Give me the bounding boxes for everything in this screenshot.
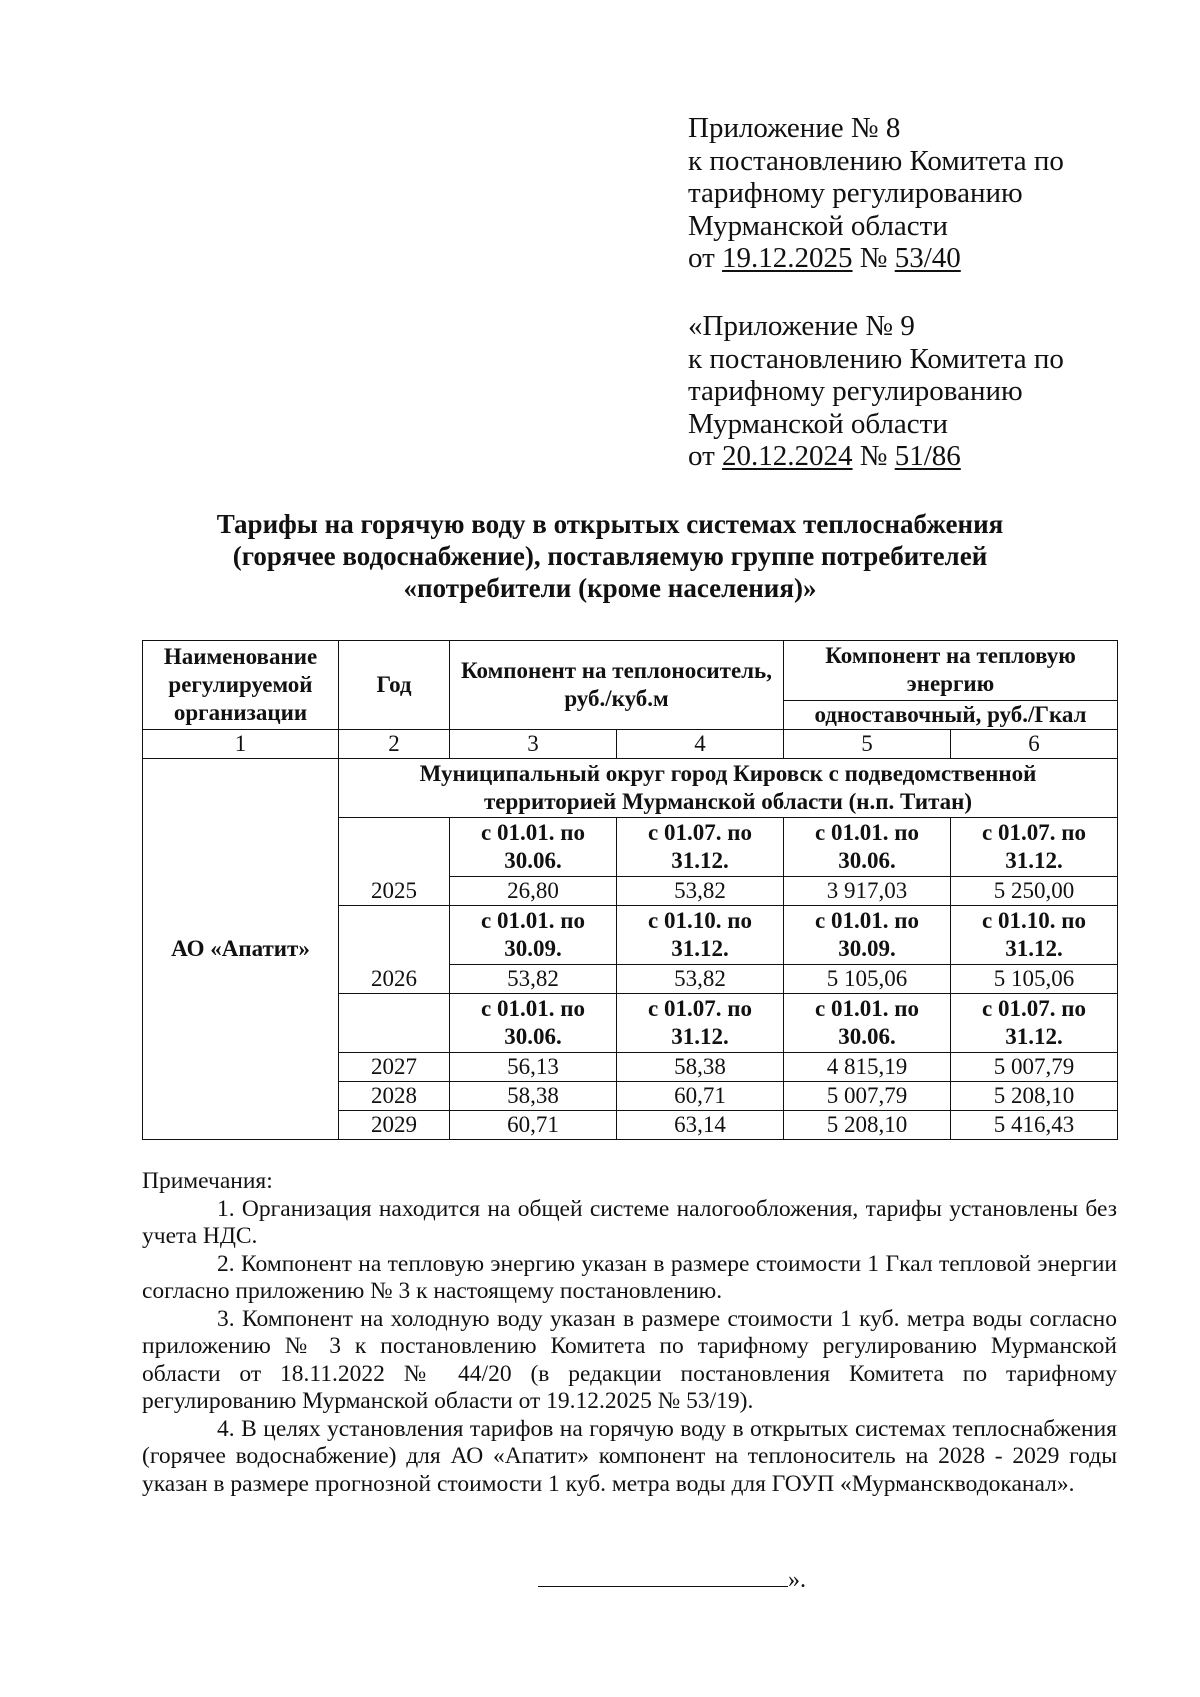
period-end: 30.09. <box>504 936 562 961</box>
period-cell <box>951 994 1118 1053</box>
value-cell: 5 105,06 <box>784 965 951 994</box>
signature-line <box>538 1585 788 1587</box>
period-start: с 01.01. по <box>481 996 585 1021</box>
appendix-8-number: 53/40 <box>894 242 961 274</box>
period-end: 30.06. <box>504 848 562 873</box>
appendix-9-line-4: Мурманской области <box>688 407 948 440</box>
year-cell: 2027 <box>339 1053 450 1082</box>
year-cell: 2025 <box>339 818 450 906</box>
period-end: 30.06. <box>838 1024 896 1049</box>
header-energy: Компонент на тепловую энергию <box>784 641 1118 701</box>
period-cell <box>784 906 951 965</box>
appendix-9-date: 20.12.2024 <box>722 440 853 472</box>
notes-title: Примечания: <box>142 1168 273 1194</box>
period-cell <box>617 906 784 965</box>
note-4: 4. В целях установления тарифов на горячую воду в открытых системах теплоснабжения (горячее водоснабжение) для АО «Апатит» компонент на теплоноситель на 2028 - 2029 годы указан в размере прогнозной стоимости 1 куб. метра воды для ГОУП «Мурманскводоканал». <box>142 1415 1117 1497</box>
organization-cell: АО «Апатит» <box>143 759 339 1140</box>
appendix-8-line-4: Мурманской области <box>688 209 948 242</box>
period-start: с 01.01. по <box>815 820 919 845</box>
notes-section <box>142 1168 1117 1498</box>
period-end: 30.06. <box>838 848 896 873</box>
period-cell <box>450 818 617 877</box>
period-start: с 01.10. по <box>982 908 1086 933</box>
period-cell <box>450 906 617 965</box>
appendix-9-title: «Приложение № 9 <box>688 310 915 342</box>
value-cell: 5 208,10 <box>784 1111 951 1140</box>
col-number: 6 <box>951 730 1118 759</box>
appendix-9-date-prefix: от <box>688 440 723 472</box>
period-end: 31.12. <box>671 936 729 961</box>
period-cell <box>951 818 1118 877</box>
col-number: 3 <box>450 730 617 759</box>
note-1: 1. Организация находится на общей системе налогообложения, тарифы установлены без учета НДС. <box>142 1195 1117 1249</box>
period-start: с 01.01. по <box>815 996 919 1021</box>
value-cell: 63,14 <box>617 1111 784 1140</box>
period-start: с 01.10. по <box>648 908 752 933</box>
appendix-8-number-prefix: № <box>852 242 895 274</box>
note-2: 2. Компонент на тепловую энергию указан в размере стоимости 1 Гкал тепловой энергии согласно приложению № 3 к настоящему постановлению. <box>142 1250 1117 1304</box>
value-cell: 56,13 <box>450 1053 617 1082</box>
period-end: 30.06. <box>504 1024 562 1049</box>
appendix-9-date-line <box>688 440 1168 473</box>
col-number: 2 <box>339 730 450 759</box>
header-year: Год <box>339 641 450 730</box>
period-cell <box>617 818 784 877</box>
period-cell <box>951 906 1118 965</box>
period-end: 31.12. <box>1005 936 1063 961</box>
value-cell: 60,71 <box>450 1111 617 1140</box>
value-cell: 26,80 <box>450 877 617 906</box>
value-cell: 58,38 <box>617 1053 784 1082</box>
closing-line <box>538 1567 806 1594</box>
value-cell: 5 416,43 <box>951 1111 1118 1140</box>
year-cell: 2028 <box>339 1082 450 1111</box>
value-cell: 5 208,10 <box>951 1082 1118 1111</box>
header-energy-sub: одноставочный, руб./Гкал <box>784 700 1118 729</box>
empty-year-cell <box>339 994 450 1053</box>
appendix-9-line-3: тарифному регулированию <box>688 375 1023 407</box>
value-cell: 5 007,79 <box>951 1053 1118 1082</box>
value-cell: 5 105,06 <box>951 965 1118 994</box>
period-cell <box>784 994 951 1053</box>
appendix-8-date: 19.12.2025 <box>722 242 853 274</box>
region-row <box>143 759 1118 818</box>
appendix-9-line-2: к постановлению Комитета по <box>688 342 1064 375</box>
period-end: 31.12. <box>1005 1024 1063 1049</box>
value-cell: 3 917,03 <box>784 877 951 906</box>
appendix-8-line-2: к постановлению Комитета по <box>688 144 1064 177</box>
table-header-row <box>143 641 1118 701</box>
value-cell: 58,38 <box>450 1082 617 1111</box>
note-3: 3. Компонент на холодную воду указан в размере стоимости 1 куб. метра воды согласно приложению № 3 к постановлению Комитета по тарифному регулированию Мурманской области от 18.11.2022 № 44/20 (в редакции постановления Комитета по тарифному регулированию Мурманской области от 19.12.2025 № 53/19). <box>142 1305 1117 1414</box>
column-numbers-row <box>143 730 1118 759</box>
title-line-2: (горячее водоснабжение), поставляемую группе потребителей <box>232 541 988 571</box>
year-cell: 2029 <box>339 1111 450 1140</box>
value-cell: 5 250,00 <box>951 877 1118 906</box>
year-cell: 2026 <box>339 906 450 994</box>
appendix-8-date-prefix: от <box>688 242 723 274</box>
value-cell: 53,82 <box>450 965 617 994</box>
period-start: с 01.01. по <box>481 820 585 845</box>
col-number: 4 <box>617 730 784 759</box>
period-end: 31.12. <box>671 1024 729 1049</box>
header-org: Наименование регулируемой организации <box>143 641 339 730</box>
title-line-1: Тарифы на горячую воду в открытых системах теплоснабжения <box>216 509 1004 539</box>
col-number: 1 <box>143 730 339 759</box>
value-cell: 53,82 <box>617 965 784 994</box>
appendix-8-line-3: тарифному регулированию <box>688 177 1023 209</box>
period-end: 31.12. <box>671 848 729 873</box>
value-cell: 60,71 <box>617 1082 784 1111</box>
period-end: 31.12. <box>1005 848 1063 873</box>
region-cell: Муниципальный округ город Кировск с подведомственной территорией Мурманской области (н.п. Титан) <box>339 759 1118 818</box>
period-cell <box>450 994 617 1053</box>
value-cell: 4 815,19 <box>784 1053 951 1082</box>
closing-quote: ». <box>788 1567 806 1593</box>
period-end: 30.09. <box>838 936 896 961</box>
tariff-table <box>142 640 1118 1140</box>
period-start: с 01.07. по <box>648 996 752 1021</box>
value-cell: 53,82 <box>617 877 784 906</box>
appendix-8-header <box>688 112 1168 275</box>
appendix-8-date-line <box>688 242 1168 275</box>
period-start: с 01.07. по <box>982 820 1086 845</box>
appendix-9-number-prefix: № <box>852 440 895 472</box>
period-cell <box>617 994 784 1053</box>
title-line-3: «потребители (кроме населения)» <box>403 573 817 603</box>
appendix-9-number: 51/86 <box>894 440 961 472</box>
value-cell: 5 007,79 <box>784 1082 951 1111</box>
col-number: 5 <box>784 730 951 759</box>
document-title <box>130 508 1090 604</box>
period-start: с 01.01. по <box>481 908 585 933</box>
period-start: с 01.07. по <box>982 996 1086 1021</box>
header-carrier: Компонент на теплоноситель, руб./куб.м <box>450 641 784 730</box>
appendix-9-header <box>688 310 1168 473</box>
period-start: с 01.01. по <box>815 908 919 933</box>
appendix-8-title: Приложение № 8 <box>688 112 901 144</box>
period-cell <box>784 818 951 877</box>
period-start: с 01.07. по <box>648 820 752 845</box>
